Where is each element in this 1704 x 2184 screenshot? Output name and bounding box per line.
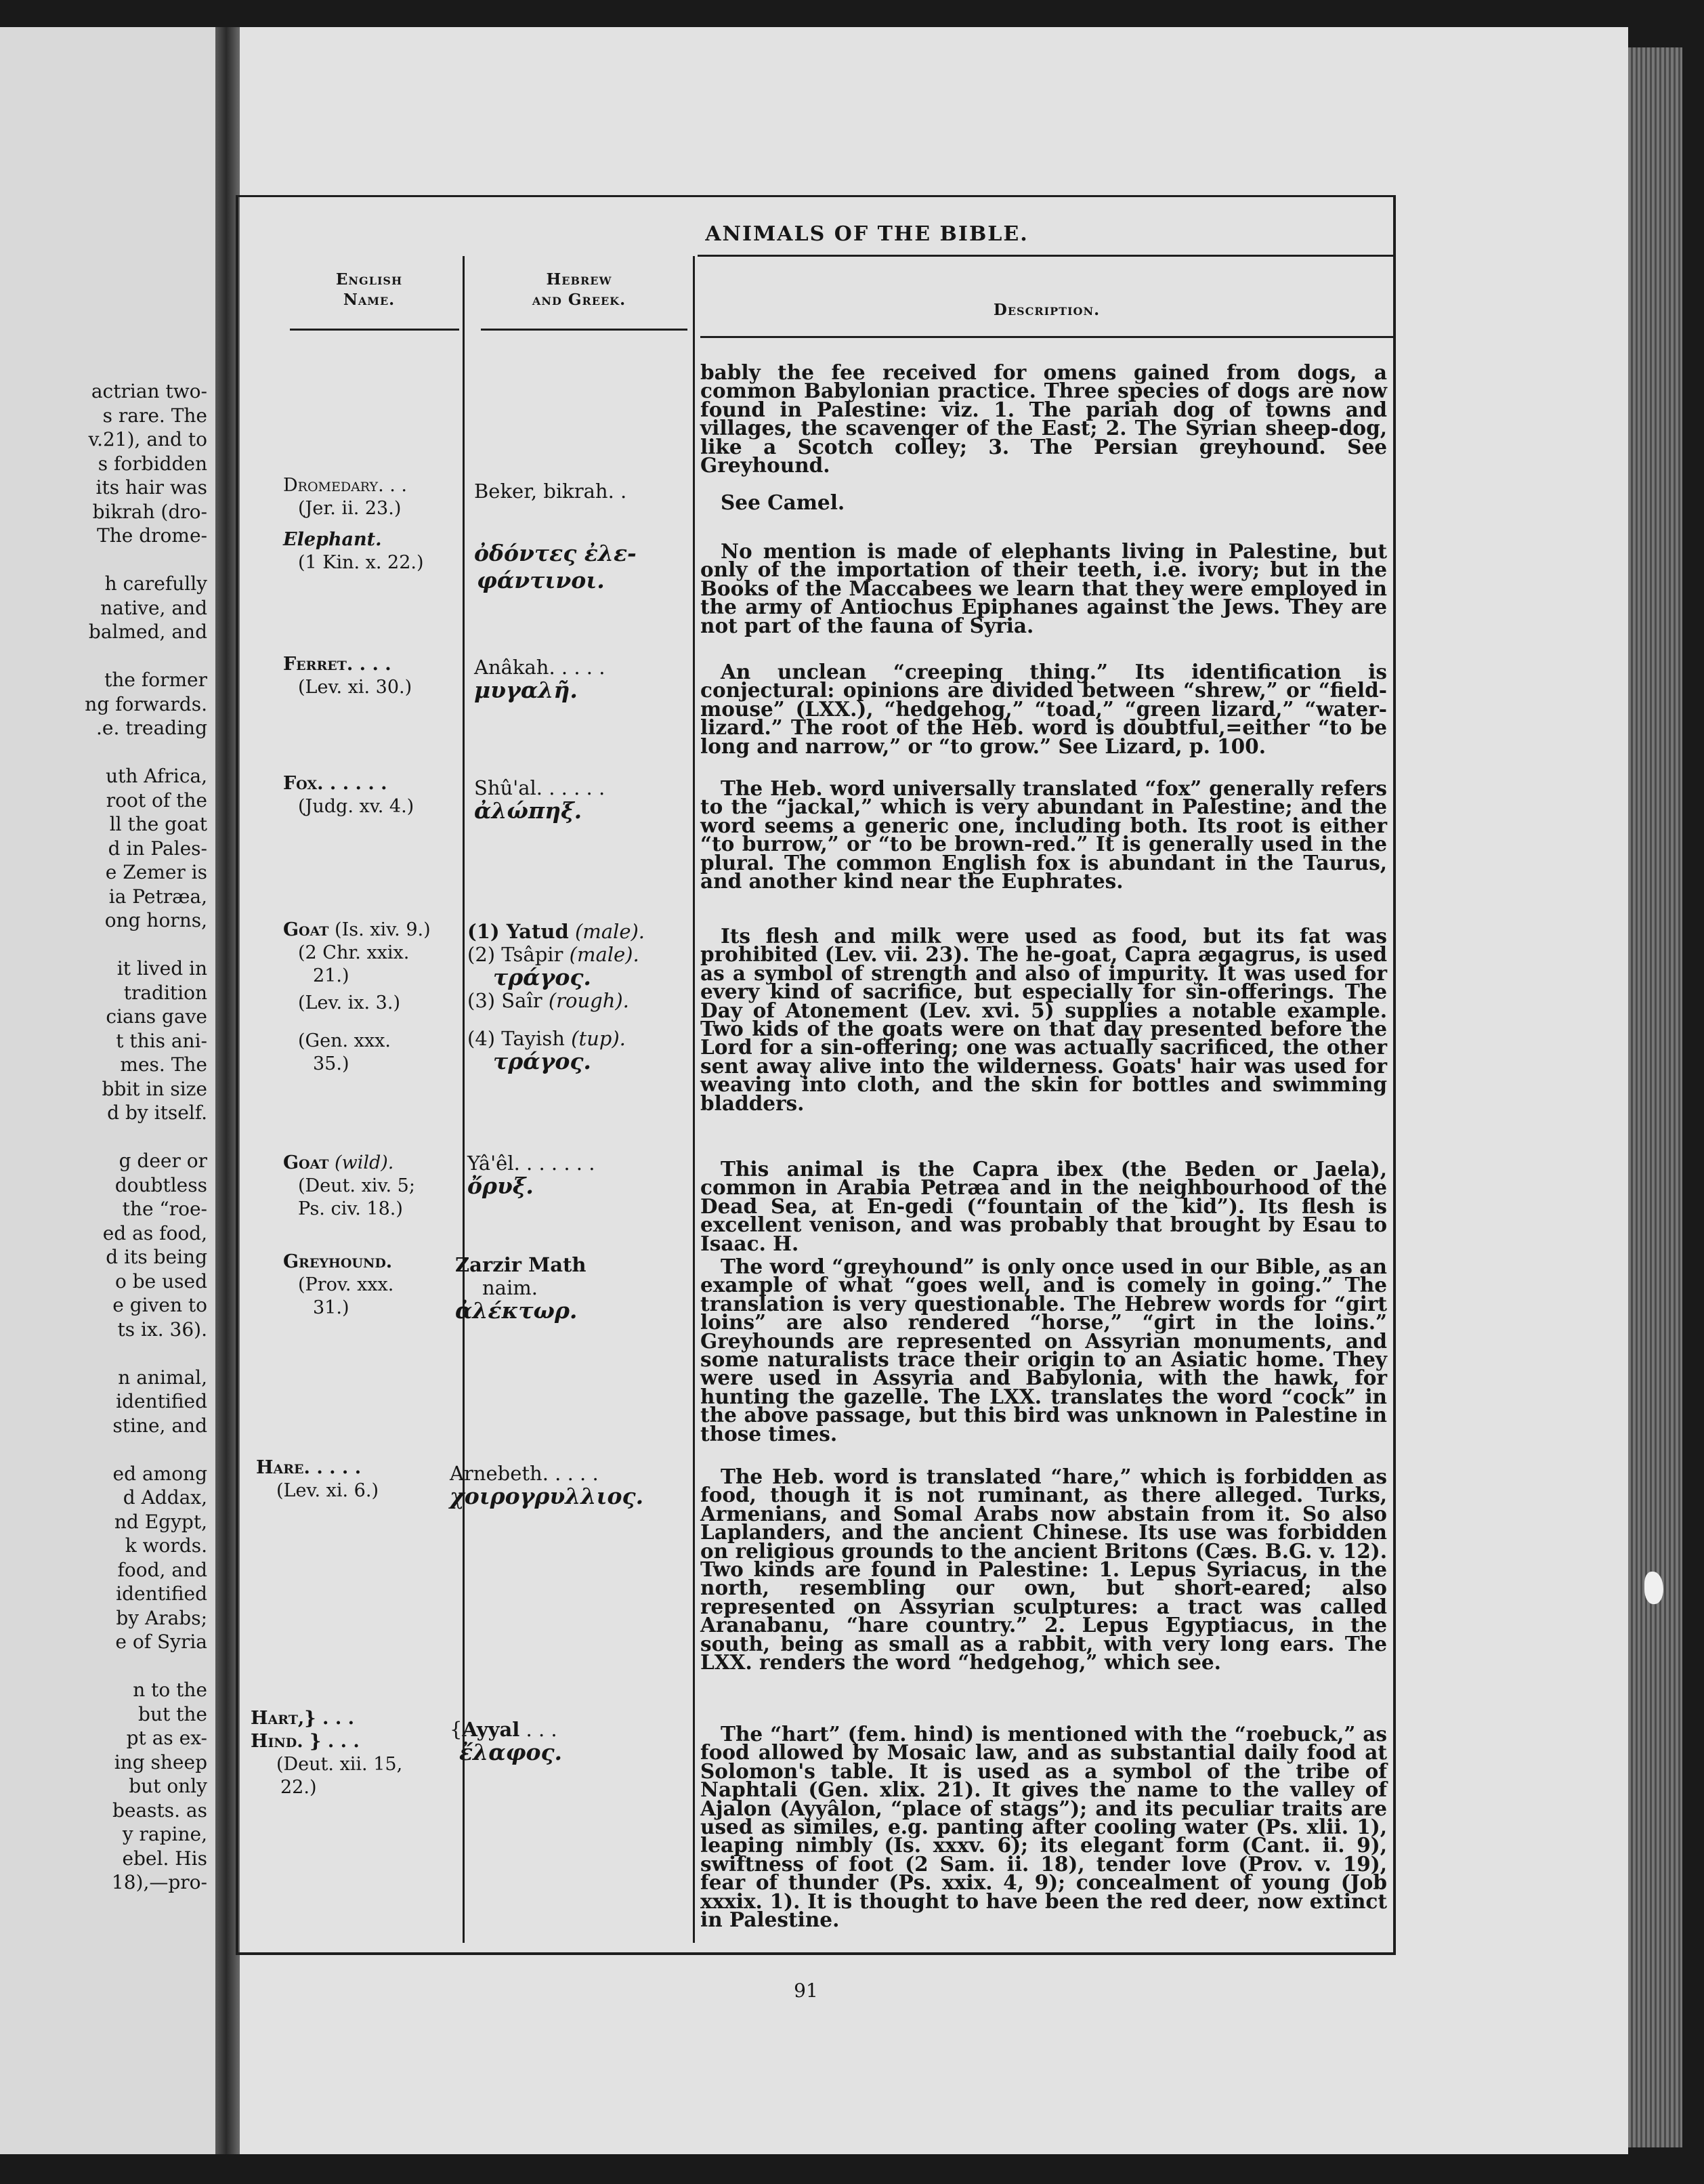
column-divider-1 <box>463 256 465 1943</box>
entry-wild-goat-name <box>283 1152 415 1221</box>
hart-label-1: Hart,} . . . <box>251 1708 355 1729</box>
left-page-line: native, and <box>100 596 207 619</box>
entry-greyhound-hebrew <box>455 1253 586 1322</box>
left-page-line: ng forwards. <box>85 692 207 715</box>
entry-fox-name <box>283 772 414 818</box>
left-page-line <box>4 933 207 957</box>
entry-hart-hebrew <box>450 1718 562 1764</box>
hart-label-2: Hind. } . . . <box>251 1731 360 1752</box>
dromedary-label: Dromedary. . . <box>283 475 407 496</box>
wild-goat-greek: ὄρυξ. <box>467 1173 534 1199</box>
ferret-ref: (Lev. xi. 30.) <box>298 677 412 698</box>
left-page-line <box>4 1437 207 1462</box>
entry-dromedary-name <box>283 474 407 520</box>
entry-hare-hebrew <box>450 1462 643 1508</box>
greyhound-hebrew-1: Zarzir Math <box>455 1253 587 1276</box>
hart-ref-1: (Deut. xii. 15, <box>276 1754 403 1775</box>
left-page-line: mes. The <box>120 1053 207 1076</box>
left-page-line: bbit in size <box>102 1077 207 1100</box>
title-rule <box>698 255 1396 257</box>
left-page-line: it lived in <box>116 957 207 980</box>
hart-ref-2: 22.) <box>280 1777 317 1798</box>
left-page-line: k words. <box>125 1534 207 1557</box>
desc-goat: Its flesh and milk were used as food, but its fat was prohibited (Lev. vii. 23). The he-goat, Capra ægagrus, is used as a symbol of strength and also of impurity. It was used for every kind of sacrifice, but especially for sin-offerings. The Day of Atonement (Lev. xvi. 5) supplies a notable example. Two kids of the goats were on that day presented before the Lord for a sin-offering; one was actually sacrificed, the other sent away alive into the wilderness. Goats' hair was used for weaving into cloth, and the skin for bottles and swimming bladders. <box>700 924 1387 1115</box>
hare-label: Hare. . . . . <box>256 1457 362 1478</box>
left-page-text-column <box>4 379 207 1895</box>
left-page-line: s forbidden <box>98 452 207 475</box>
left-page-line: cians gave <box>106 1005 207 1028</box>
hare-greek: χοιρογρυλλιος. <box>450 1483 644 1509</box>
fox-hebrew: Shû'al. . . . . . <box>474 776 605 799</box>
ferret-hebrew: Anâkah. . . . . <box>474 656 605 679</box>
elephant-label: Elephant. <box>283 529 382 550</box>
goat-label: Goat (Is. xiv. 9.) <box>283 919 431 940</box>
left-page-line <box>4 1125 207 1150</box>
goat-hebrew-2: (2) Tsâpir (male). <box>467 943 639 966</box>
left-page-line: but only <box>129 1775 207 1797</box>
left-page-line <box>4 1654 207 1679</box>
entry-hare-name <box>256 1456 379 1503</box>
desc-ferret: An unclean “creeping thing.” Its identification is conjectural: opinions are divided between “shrew,” or “field-mouse” (LXX.), “hedgehog,” “toad,” “green lizard,” “water-lizard.” The root of the Heb. word is doubtful,=either “to be long and narrow,” or “to grow.” See Lizard, p. 100. <box>700 660 1387 758</box>
left-page-line: root of the <box>106 789 207 812</box>
hare-hebrew: Arnebeth. . . . . <box>450 1462 599 1485</box>
left-page-line: y rapine, <box>122 1823 207 1845</box>
left-page-line: The drome- <box>97 524 207 547</box>
left-page-line: v.21), and to <box>88 428 207 450</box>
left-page-line <box>4 1341 207 1366</box>
page-number: 91 <box>794 1979 818 2002</box>
greyhound-ref-1: (Prov. xxx. <box>298 1274 394 1295</box>
left-page-line: balmed, and <box>88 621 207 643</box>
left-page-line <box>4 548 207 572</box>
goat-hebrew-3: (3) Saîr (rough). <box>467 989 629 1012</box>
left-page-line: d in Pales- <box>108 837 207 860</box>
left-page-line: the former <box>104 669 207 691</box>
desc-elephant: No mention is made of elephants living in Palestine, but only of the importation of their teeth, i.e. ivory; but in the Books of the Maccabees we learn that they were employed in the army of Antiochus Epiphanes against the Jews. They are not part of the fauna of Syria. <box>700 539 1387 637</box>
left-page-line: ong horns, <box>104 909 207 931</box>
left-page-line: n animal, <box>118 1366 207 1389</box>
fox-label: Fox. . . . . . <box>283 773 387 794</box>
left-page-line: ing sheep <box>114 1750 207 1773</box>
hare-ref: (Lev. xi. 6.) <box>276 1480 379 1501</box>
ferret-label: Ferret. . . . <box>283 654 391 675</box>
left-page-line: o be used <box>114 1269 207 1293</box>
entry-wild-goat-hebrew <box>467 1152 595 1198</box>
goat-hebrew-4: (4) Tayish (tup). <box>467 1027 626 1050</box>
paper-blemish <box>1644 1572 1663 1604</box>
goat-greek-1: τράγος. <box>493 964 591 990</box>
entry-ferret-name <box>283 653 412 699</box>
dromedary-hebrew: Beker, bikrah. . <box>474 480 627 503</box>
hart-hebrew: {Ayyal . . . <box>450 1718 557 1741</box>
goat-ref-2: (2 Chr. xxix. <box>298 942 410 963</box>
goat-greek-2: τράγος. <box>493 1048 591 1074</box>
goat-ref-6: 35.) <box>313 1053 349 1074</box>
goat-ref-4: (Lev. ix. 3.) <box>298 992 400 1013</box>
left-page-line: ebel. His <box>122 1847 207 1870</box>
left-page-line: n to the <box>133 1679 207 1701</box>
wild-goat-ref-1: (Deut. xiv. 5; <box>298 1175 415 1196</box>
left-page-line: ts ix. 36). <box>117 1318 207 1341</box>
wild-goat-label: Goat (wild). <box>283 1152 394 1173</box>
left-page-line: actrian two- <box>91 380 207 402</box>
left-page-line: ll the goat <box>109 813 207 835</box>
header-english-name: English Name. <box>335 270 403 309</box>
left-page-line: ed among <box>112 1462 207 1485</box>
left-page-line: nd Egypt, <box>114 1510 207 1533</box>
left-page-line: its hair was <box>95 476 207 499</box>
goat-ref-5: (Gen. xxx. <box>298 1030 391 1051</box>
dromedary-ref: (Jer. ii. 23.) <box>298 498 402 519</box>
entry-ferret-hebrew <box>474 656 605 702</box>
left-page-line: uth Africa, <box>106 765 207 787</box>
desc-dog-continued: bably the fee received for omens gained from dogs, a common Babylonian practice. Three species of dogs are now found in Palestine: viz. 1. The pariah dog of towns and villages, the scavenger of the East; 2. The Syrian sheep-dog, like a Scotch colley; 3. The Persian greyhound. See Greyhound. <box>700 360 1387 478</box>
left-page-line: e Zemer is <box>105 861 207 883</box>
goat-ref-3: 21.) <box>313 965 349 986</box>
left-page-line: doubtless <box>114 1173 207 1196</box>
left-page-line: identified <box>116 1582 207 1605</box>
left-page-line: food, and <box>117 1558 207 1581</box>
left-page-line: stine, and <box>112 1414 207 1437</box>
header-rule-english <box>290 329 459 331</box>
left-page-line <box>4 740 207 765</box>
greyhound-greek: ἀλέκτωρ. <box>455 1297 578 1324</box>
left-page-line: beasts. as <box>112 1799 207 1822</box>
greyhound-ref-2: 31.) <box>313 1297 349 1318</box>
left-page-line: identified <box>116 1390 207 1412</box>
left-facing-page <box>0 27 215 2154</box>
entry-goat-hebrew <box>467 920 645 1073</box>
desc-wild-goat: This animal is the Capra ibex (the Beden or Jaela), common in Arabia Petræa and in the neighbourhood of the Dead Sea, at En-gedi (“fountain of the kid”). Its flesh is excellent venison, and was probably that brought by Esau to Isaac. H. <box>700 1157 1387 1255</box>
ferret-greek: μυγαλῆ. <box>474 677 578 703</box>
desc-fox: The Heb. word universally translated “fox” generally refers to the “jackal,” which is very abundant in Palestine; and the word seems a generic one, including both. Its root is either “to burrow,” or “to be brown-red.” It is generally used in the plural. The common English fox is abundant in the Taurus, and another kind near the Euphrates. <box>700 776 1387 894</box>
left-page-line: d Addax, <box>123 1486 207 1509</box>
entry-greyhound-name <box>283 1251 393 1320</box>
greyhound-hebrew-2: naim. <box>482 1276 538 1299</box>
left-page-line: d by itself. <box>107 1101 207 1124</box>
page-edges <box>1628 47 1682 2147</box>
hart-greek: ἔλαφος. <box>459 1739 563 1765</box>
entry-goat-name <box>283 919 431 1076</box>
desc-greyhound: The word “greyhound” is only once used in our Bible, as an example of what “goes well, and is comely in going.” The translation is very questionable. The Hebrew words for “girt loins” are also rendered “horse,” “girt in the loins.” Greyhounds are represented on Assyrian monuments, and some naturalists trace their origin to an Asiatic home. They were used in Assyria and Babylonia, with the hawk, for hunting the gazelle. The LXX. translates the word “cock” in the above passage, but this bird was unknown in Palestine in those times. <box>700 1255 1387 1446</box>
desc-dromedary: See Camel. <box>721 490 845 514</box>
left-page-line: .e. treading <box>95 717 207 739</box>
wild-goat-ref-2: Ps. civ. 18.) <box>298 1198 403 1219</box>
left-page-line: e of Syria <box>115 1631 207 1653</box>
wild-goat-hebrew: Yâ'êl. . . . . . . <box>467 1152 595 1175</box>
desc-hart: The “hart” (fem. hind) is mentioned with the “roebuck,” as food allowed by Mosaic law, and as substantial daily food at Solomon's table. It is used as a symbol of the tribe of Naphtali (Gen. xlix. 21). It gives the name to the valley of Ajalon (Ayyâlon, “place of stags”); and its peculiar traits are used as similes, e.g. panting after cooling water (Ps. xlii. 1), leaping nimbly (Is. xxxv. 6); its elegant form (Cant. ii. 9), swiftness of foot (2 Sam. ii. 18), tender love (Prov. v. 19), fear of thunder (Ps. xxix. 4, 9); concealment of young (Job xxxix. 1). It is thought to have been the red deer, now extinct in Palestine. <box>700 1722 1387 1932</box>
entry-elephant-greek <box>474 542 637 592</box>
left-page-line: the “roe- <box>122 1198 207 1220</box>
left-page-line: s rare. The <box>102 404 207 427</box>
entry-dromedary-hebrew <box>474 480 626 503</box>
desc-hare: The Heb. word is translated “hare,” which is forbidden as food, though it is not ruminant, as there alleged. Turks, Armenians, and Somal Arabs now abstain from it. So also Laplanders, and the ancient Chinese. Its use was forbidden on religious grounds to the ancient Britons (Cæs. B.G. v. 12). Two kinds are found in Palestine: 1. Lepus Syriacus, in the north, resembling our own, but short-eared; also represented on Assyrian sculptures: a tract was called Aranabanu, “hare country.” 2. Lepus Egyptiacus, in the south, being as small as a rabbit, with very long ears. The LXX. renders the word “hedgehog,” which see. <box>700 1465 1387 1675</box>
left-page-line <box>4 644 207 669</box>
left-page-line: h carefully <box>104 572 207 595</box>
elephant-greek-1: ὀδόντες ἐλε- <box>474 540 637 566</box>
elephant-ref: (1 Kin. x. 22.) <box>298 552 424 573</box>
left-page-line: e given to <box>112 1294 207 1316</box>
entry-elephant-name <box>283 528 424 574</box>
left-page-line: d its being <box>106 1246 207 1268</box>
left-page-line: 18),—pro- <box>111 1871 207 1893</box>
left-page-line: bikrah (dro- <box>92 500 207 523</box>
left-page-line: by Arabs; <box>116 1606 207 1629</box>
column-divider-2 <box>693 256 695 1943</box>
left-page-line: g deer or <box>119 1150 207 1172</box>
fox-ref: (Judg. xv. 4.) <box>298 796 414 817</box>
entry-fox-hebrew <box>474 776 605 822</box>
left-page-line: ia Petræa, <box>108 885 207 908</box>
fox-greek: ἀλώπηξ. <box>474 797 582 824</box>
left-page-line: tradition <box>123 981 207 1004</box>
left-page-line: ed as food, <box>102 1221 207 1244</box>
entry-hart-name <box>251 1707 402 1799</box>
header-hebrew-greek: Hebrew and Greek. <box>532 270 626 309</box>
left-page-line: pt as ex- <box>126 1727 207 1749</box>
elephant-greek-2: φάντινοι. <box>477 567 605 593</box>
left-page-line: t this ani- <box>116 1029 207 1052</box>
greyhound-label: Greyhound. <box>283 1251 393 1272</box>
header-rule-hebrew <box>481 329 687 331</box>
left-page-line: but the <box>138 1702 207 1725</box>
goat-hebrew-1: (1) Yatud (male). <box>467 920 645 943</box>
page-title: ANIMALS OF THE BIBLE. <box>705 222 1029 246</box>
header-rule-description <box>700 336 1395 338</box>
header-description: Description. <box>993 301 1101 319</box>
